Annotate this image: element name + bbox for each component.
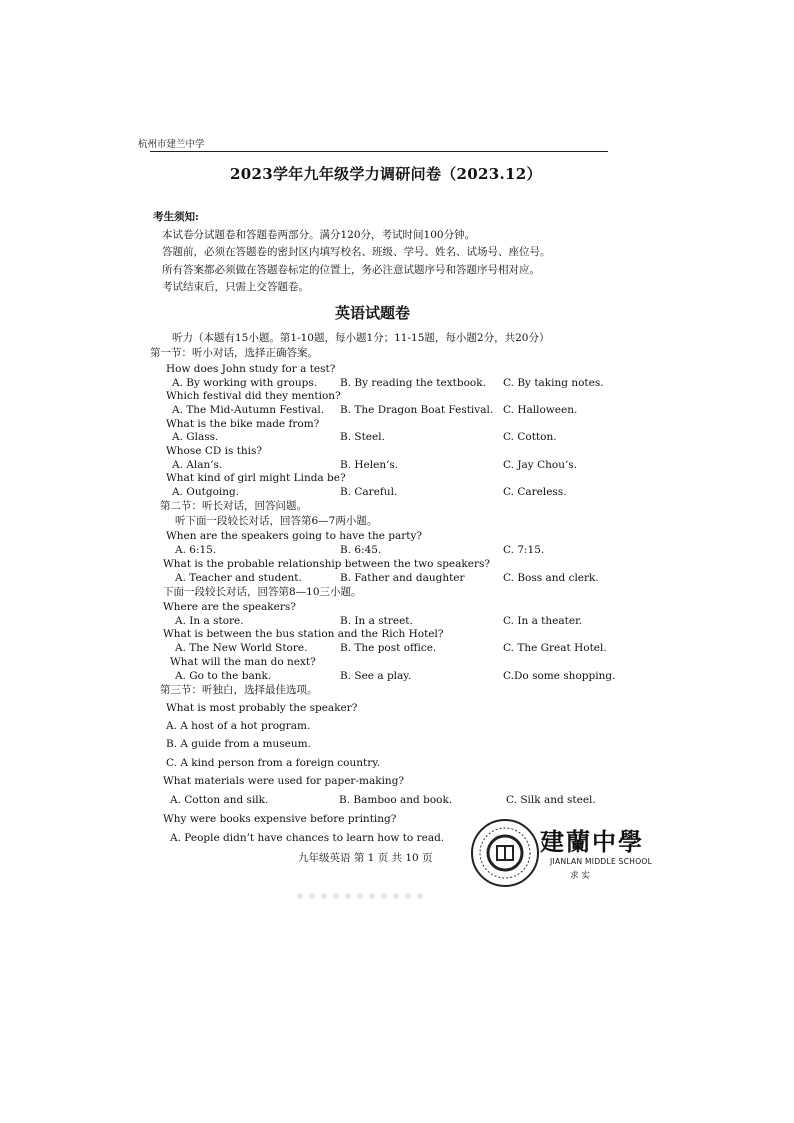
q11-option-b: B. A guide from a museum. [166,738,311,750]
school-logo-chinese: 建蘭中學 [540,827,644,856]
q4-option-a: A. Alan’s. [172,459,223,471]
q5-option-b: B. Careful. [340,486,398,498]
notice-line-3: 所有答案都必须做在答题卷标定的位置上，务必注意试题序号和答题序号相对应。 [162,264,540,276]
notice-line-4: 考试结束后，只需上交答题卷。 [162,281,309,293]
q1-stem: How does John study for a test? [166,363,336,375]
q6-option-c: C. 7:15. [503,544,545,556]
q3-option-b: B. Steel. [340,431,385,443]
q6-option-a: A. 6:15. [175,544,217,556]
school-header: 杭州市建兰中学 [138,139,205,150]
q10-stem: What will the man do next? [170,656,316,668]
header-rule [150,151,608,152]
q13-option-a: A. People didn’t have chances to learn how to read. [170,832,445,844]
q11-option-c: C. A kind person from a foreign country. [166,757,381,769]
q11-option-a: A. A host of a hot program. [166,720,311,732]
q9-option-b: B. The post office. [340,642,437,654]
q5-option-a: A. Outgoing. [172,486,240,498]
q10-option-a: A. Go to the bank. [175,670,272,682]
q1-option-b: B. By reading the textbook. [340,377,486,389]
section-title: 英语试题卷 [335,304,411,322]
q11-stem: What is most probably the speaker? [166,702,358,714]
section2-instruction-1: 听下面一段较长对话，回答第6—7两小题。 [175,515,378,527]
q9-stem: What is between the bus station and the Rich Hotel? [163,628,444,640]
notice-heading: 考生须知: [153,211,199,223]
q12-option-b: B. Bamboo and book. [339,794,453,806]
q8-option-b: B. In a street. [340,615,413,627]
q3-stem: What is the bike made from? [166,418,320,430]
school-motto: 求 实 [570,871,590,881]
q5-option-c: C. Careless. [503,486,567,498]
q7-stem: What is the probable relationship between the two speakers? [163,558,491,570]
q1-option-a: A. By working with groups. [172,377,318,389]
school-seal-icon [470,818,540,888]
q7-option-c: C. Boss and clerk. [503,572,599,584]
q7-option-a: A. Teacher and student. [175,572,302,584]
q1-option-c: C. By taking notes. [503,377,604,389]
q7-option-b: B. Father and daughter [340,572,465,584]
q8-option-c: C. In a theater. [503,615,583,627]
q12-option-c: C. Silk and steel. [506,794,596,806]
q3-option-a: A. Glass. [172,431,219,443]
q9-option-a: A. The New World Store. [175,642,308,654]
faint-dots-decoration [295,893,435,899]
school-logo-english: JIANLAN MIDDLE SCHOOL [550,857,653,866]
page-title: 2023学年九年级学力调研问卷（2023.12） [230,165,542,183]
page-footer: 九年级英语 第 1 页 共 10 页 [298,852,433,864]
q12-option-a: A. Cotton and silk. [170,794,269,806]
q2-option-c: C. Halloween. [503,404,578,416]
q2-stem: Which festival did they mention? [166,390,341,402]
q6-stem: When are the speakers going to have the party? [166,530,423,542]
q5-stem: What kind of girl might Linda be? [166,472,346,484]
q8-stem: Where are the speakers? [163,601,296,613]
notice-line-1: 本试卷分试题卷和答题卷两部分。满分120分，考试时间100分钟。 [162,229,476,241]
section2-heading: 第二节：听长对话，回答问题。 [160,500,307,512]
q2-option-a: A. The Mid-Autumn Festival. [172,404,325,416]
section2-instruction-2: 下面一段较长对话，回答第8—10三小题。 [163,586,362,598]
q12-stem: What materials were used for paper-making? [163,775,405,787]
q13-stem: Why were books expensive before printing? [163,813,397,825]
q8-option-a: A. In a store. [175,615,244,627]
q2-option-b: B. The Dragon Boat Festival. [340,404,494,416]
q4-option-b: B. Helen’s. [340,459,399,471]
section1-heading: 第一节：听小对话，选择正确答案。 [150,347,318,359]
q3-option-c: C. Cotton. [503,431,557,443]
listening-heading: 听力（本题有15小题。第1-10题，每小题1分；11-15题，每小题2分，共20分） [172,332,550,344]
q10-option-b: B. See a play. [340,670,412,682]
q9-option-c: C. The Great Hotel. [503,642,607,654]
section3-heading: 第三节：听独白，选择最佳选项。 [160,684,318,696]
q10-option-c: C.Do some shopping. [503,670,616,682]
q4-stem: Whose CD is this? [166,445,263,457]
q4-option-c: C. Jay Chou’s. [503,459,578,471]
q6-option-b: B. 6:45. [340,544,382,556]
notice-line-2: 答题前，必须在答题卷的密封区内填写校名、班级、学号、姓名、试场号、座位号。 [162,246,551,258]
